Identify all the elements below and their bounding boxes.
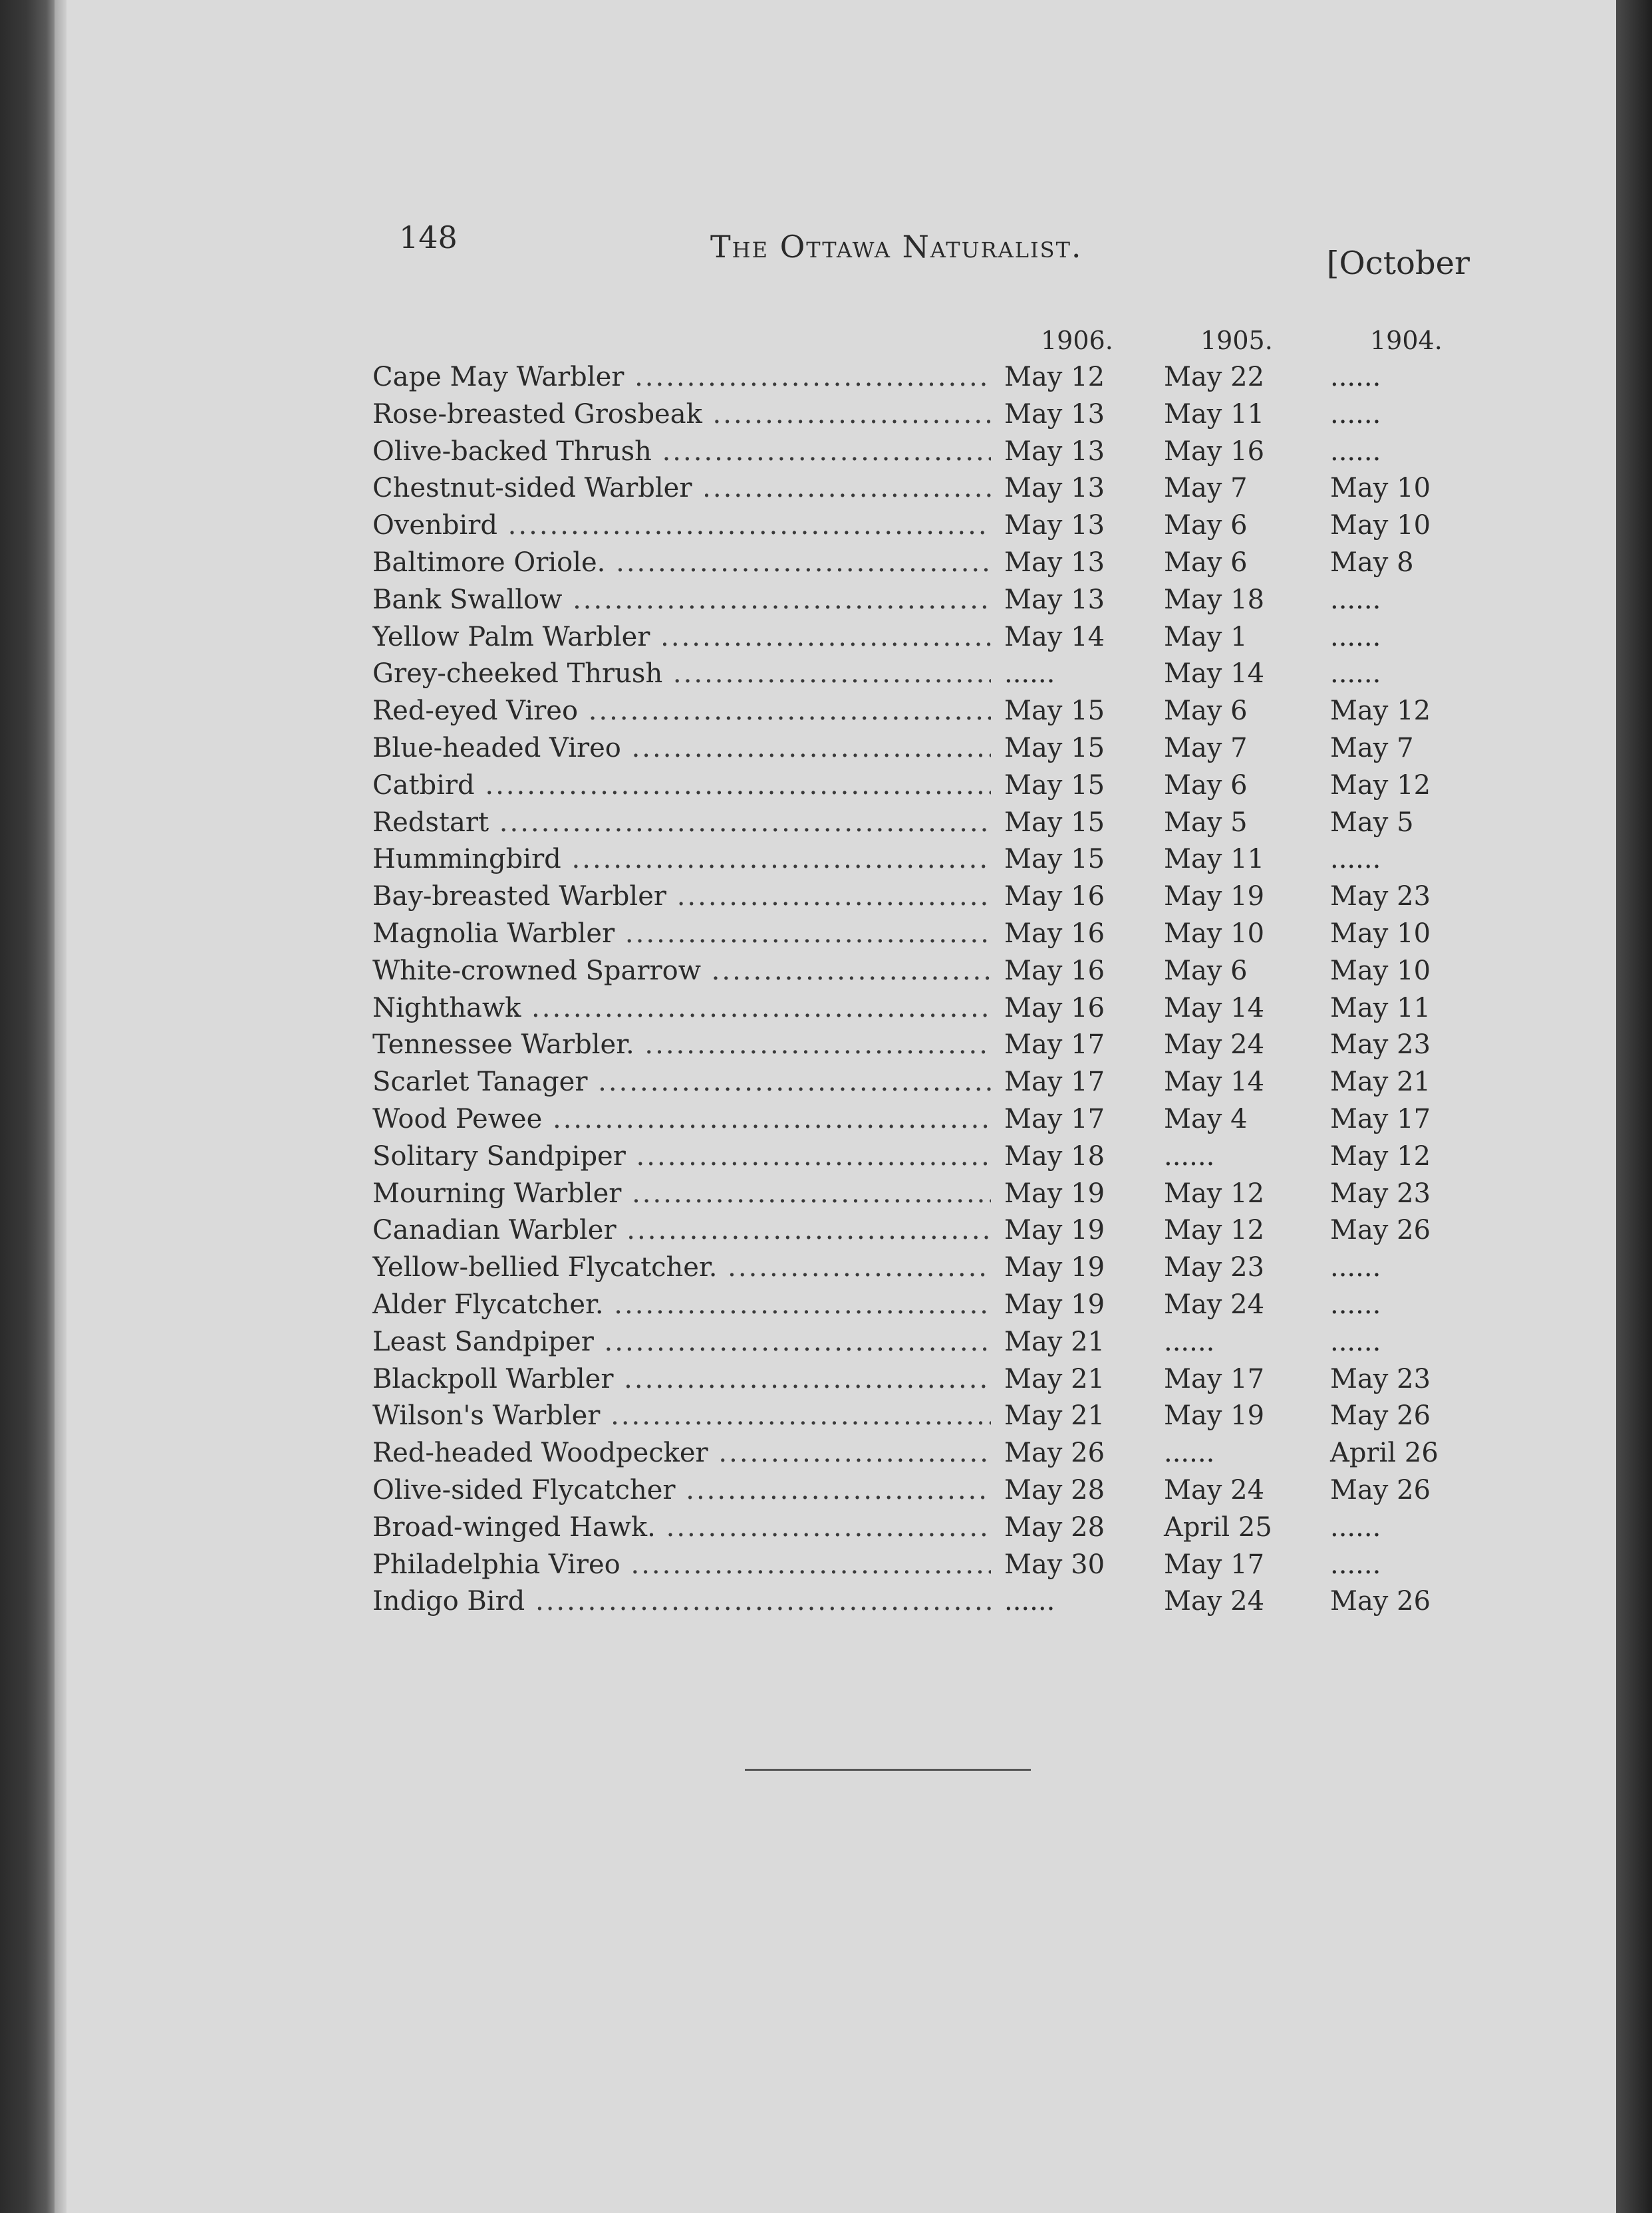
- date-1906: May 13: [1004, 436, 1105, 467]
- year-header-1904: 1904.: [1370, 326, 1443, 355]
- table-row: [372, 1287, 1463, 1324]
- table-row: [372, 1101, 1463, 1138]
- date-1906: May 15: [1004, 807, 1105, 838]
- arrival-dates-table: [372, 326, 1463, 1621]
- date-1904: ......: [1330, 398, 1381, 430]
- species-name: Hummingbird .....: [372, 841, 991, 878]
- date-1906: May 19: [1004, 1178, 1105, 1209]
- table-row: [372, 396, 1463, 434]
- species-name: Grey-cheeked Thrush .....: [372, 656, 991, 693]
- species-name: Yellow Palm Warbler .....: [372, 619, 991, 656]
- date-1904: May 17: [1330, 1103, 1431, 1134]
- date-1905: May 23: [1164, 1252, 1265, 1283]
- date-1904: ......: [1330, 1252, 1381, 1283]
- date-1904: May 5: [1330, 807, 1414, 838]
- date-1904: May 26: [1330, 1215, 1431, 1246]
- table-row: [372, 434, 1463, 471]
- species-name: Wood Pewee .....: [372, 1101, 991, 1138]
- date-1906: May 17: [1004, 1103, 1105, 1134]
- date-1906: May 13: [1004, 547, 1105, 578]
- running-header: [399, 219, 1470, 286]
- species-name: Blackpoll Warbler .....: [372, 1361, 991, 1398]
- table-row: [372, 1435, 1463, 1472]
- date-1904: April 26: [1330, 1438, 1439, 1469]
- date-1905: May 11: [1164, 844, 1265, 875]
- date-1906: May 13: [1004, 584, 1105, 615]
- table-row: [372, 805, 1463, 842]
- date-1906: May 16: [1004, 992, 1105, 1023]
- date-1904: ......: [1330, 436, 1381, 467]
- date-1906: May 15: [1004, 696, 1105, 727]
- date-1905: May 14: [1164, 658, 1265, 690]
- table-row: [372, 1027, 1463, 1064]
- table-row: [372, 693, 1463, 730]
- date-1905: May 7: [1164, 732, 1248, 763]
- date-1905: May 17: [1164, 1549, 1265, 1580]
- date-1906: May 12: [1004, 362, 1105, 392]
- species-name: Solitary Sandpiper .....: [372, 1138, 991, 1176]
- table-row: [372, 1361, 1463, 1398]
- species-name: Least Sandpiper .....: [372, 1324, 991, 1361]
- date-1905: May 6: [1164, 955, 1248, 986]
- date-1906: May 14: [1004, 621, 1105, 652]
- date-1905: May 17: [1164, 1363, 1265, 1394]
- date-1906: May 21: [1004, 1363, 1105, 1394]
- table-row: [372, 767, 1463, 805]
- table-row: [372, 1064, 1463, 1101]
- date-1906: May 13: [1004, 398, 1105, 430]
- date-1905: April 25: [1164, 1511, 1272, 1543]
- date-1904: May 7: [1330, 732, 1414, 763]
- date-1906: May 30: [1004, 1549, 1105, 1580]
- date-1906: ......: [1004, 1586, 1055, 1617]
- date-1905: May 16: [1164, 436, 1265, 467]
- date-1906: May 15: [1004, 769, 1105, 801]
- date-1904: ......: [1330, 362, 1381, 392]
- table-row: [372, 619, 1463, 656]
- page-number: 148: [399, 219, 458, 255]
- date-1906: May 15: [1004, 844, 1105, 875]
- closing-rule: [745, 1769, 1031, 1771]
- table-row: [372, 1324, 1463, 1361]
- date-1906: May 16: [1004, 881, 1105, 912]
- date-1906: May 16: [1004, 918, 1105, 949]
- date-1906: May 17: [1004, 1029, 1105, 1061]
- date-1904: May 26: [1330, 1474, 1431, 1505]
- issue-month: [October: [1326, 245, 1470, 282]
- date-1905: May 24: [1164, 1474, 1265, 1505]
- date-1905: May 24: [1164, 1029, 1265, 1061]
- date-1906: May 13: [1004, 510, 1105, 541]
- table-row: [372, 656, 1463, 693]
- species-name: Ovenbird .....: [372, 507, 991, 545]
- date-1905: May 24: [1164, 1289, 1265, 1320]
- date-1904: May 8: [1330, 547, 1414, 578]
- table-row: [372, 1212, 1463, 1249]
- table-row: [372, 1547, 1463, 1584]
- date-1906: May 16: [1004, 955, 1105, 986]
- species-name: Philadelphia Vireo .....: [372, 1547, 991, 1584]
- table-row: [372, 730, 1463, 767]
- date-1904: May 23: [1330, 1178, 1431, 1209]
- date-1905: May 6: [1164, 510, 1248, 541]
- year-header-row: [372, 326, 1463, 359]
- table-row: [372, 1472, 1463, 1509]
- date-1905: May 19: [1164, 1400, 1265, 1432]
- date-1906: May 21: [1004, 1326, 1105, 1357]
- date-1904: ......: [1330, 584, 1381, 615]
- date-1904: May 10: [1330, 510, 1431, 541]
- date-1904: May 10: [1330, 473, 1431, 504]
- date-1904: ......: [1330, 1289, 1381, 1320]
- species-name: Alder Flycatcher. .....: [372, 1287, 991, 1324]
- species-name: Chestnut-sided Warbler .....: [372, 470, 991, 507]
- species-name: Red-eyed Vireo .....: [372, 693, 991, 730]
- date-1904: May 10: [1330, 955, 1431, 986]
- table-row: [372, 1398, 1463, 1435]
- table-row: [372, 359, 1463, 396]
- table-row: [372, 1509, 1463, 1547]
- date-1904: ......: [1330, 1511, 1381, 1543]
- table-row: [372, 990, 1463, 1027]
- date-1906: May 19: [1004, 1252, 1105, 1283]
- date-1905: May 12: [1164, 1178, 1265, 1209]
- date-1906: May 15: [1004, 732, 1105, 763]
- date-1906: May 17: [1004, 1067, 1105, 1098]
- date-1905: May 14: [1164, 1067, 1265, 1098]
- species-name: Bank Swallow .....: [372, 582, 991, 619]
- date-1906: May 13: [1004, 473, 1105, 504]
- table-row: [372, 582, 1463, 619]
- date-1904: ......: [1330, 621, 1381, 652]
- species-name: Blue-headed Vireo .....: [372, 730, 991, 767]
- table-body: [372, 359, 1463, 1621]
- date-1905: May 18: [1164, 584, 1265, 615]
- date-1904: May 23: [1330, 1029, 1431, 1061]
- date-1904: May 11: [1330, 992, 1431, 1023]
- species-name: Rose-breasted Grosbeak .....: [372, 396, 991, 434]
- species-name: Canadian Warbler .....: [372, 1212, 991, 1249]
- table-row: [372, 507, 1463, 545]
- species-name: Scarlet Tanager .....: [372, 1064, 991, 1101]
- date-1904: May 12: [1330, 696, 1431, 727]
- date-1906: May 21: [1004, 1400, 1105, 1432]
- date-1904: May 26: [1330, 1586, 1431, 1617]
- species-name: White-crowned Sparrow .....: [372, 953, 991, 990]
- table-row: [372, 545, 1463, 582]
- date-1905: May 10: [1164, 918, 1265, 949]
- date-1905: May 6: [1164, 769, 1248, 801]
- species-name: Olive-sided Flycatcher .....: [372, 1472, 991, 1509]
- species-name: Catbird .....: [372, 767, 991, 805]
- page-gutter: [55, 0, 67, 2213]
- date-1906: May 19: [1004, 1289, 1105, 1320]
- species-name: Redstart .....: [372, 805, 991, 842]
- date-1905: ......: [1164, 1326, 1215, 1357]
- table-row: [372, 470, 1463, 507]
- date-1905: May 5: [1164, 807, 1248, 838]
- species-name: Baltimore Oriole. .....: [372, 545, 991, 582]
- date-1904: May 26: [1330, 1400, 1431, 1432]
- species-name: Wilson's Warbler .....: [372, 1398, 991, 1435]
- species-name: Magnolia Warbler .....: [372, 916, 991, 953]
- date-1906: May 19: [1004, 1215, 1105, 1246]
- species-name: Mourning Warbler .....: [372, 1176, 991, 1213]
- date-1905: May 24: [1164, 1586, 1265, 1617]
- date-1904: May 12: [1330, 1140, 1431, 1172]
- date-1904: ......: [1330, 658, 1381, 690]
- table-row: [372, 878, 1463, 916]
- species-name: Red-headed Woodpecker .....: [372, 1435, 991, 1472]
- species-name: Broad-winged Hawk. .....: [372, 1509, 991, 1547]
- date-1904: May 12: [1330, 769, 1431, 801]
- date-1905: May 11: [1164, 398, 1265, 430]
- date-1905: May 6: [1164, 696, 1248, 727]
- date-1905: May 6: [1164, 547, 1248, 578]
- date-1905: May 12: [1164, 1215, 1265, 1246]
- date-1905: May 14: [1164, 992, 1265, 1023]
- date-1904: ......: [1330, 1326, 1381, 1357]
- species-name: Bay-breasted Warbler .....: [372, 878, 991, 916]
- table-row: [372, 953, 1463, 990]
- date-1905: May 19: [1164, 881, 1265, 912]
- date-1905: May 4: [1164, 1103, 1248, 1134]
- date-1904: ......: [1330, 1549, 1381, 1580]
- date-1905: May 7: [1164, 473, 1248, 504]
- table-row: [372, 1138, 1463, 1176]
- table-row: [372, 1583, 1463, 1621]
- date-1906: May 26: [1004, 1438, 1105, 1469]
- journal-title: The Ottawa Naturalist.: [710, 229, 1083, 265]
- date-1904: May 23: [1330, 1363, 1431, 1394]
- date-1905: May 22: [1164, 362, 1265, 392]
- table-row: [372, 1249, 1463, 1287]
- species-name: Olive-backed Thrush .....: [372, 434, 991, 471]
- date-1905: ......: [1164, 1438, 1215, 1469]
- year-header-1905: 1905.: [1200, 326, 1273, 355]
- date-1905: May 1: [1164, 621, 1248, 652]
- book-binding-left: [0, 0, 55, 2213]
- date-1904: ......: [1330, 844, 1381, 875]
- year-header-1906: 1906.: [1041, 326, 1113, 355]
- species-name: Indigo Bird .....: [372, 1583, 991, 1621]
- book-binding-right: [1616, 0, 1652, 2213]
- table-row: [372, 916, 1463, 953]
- date-1904: May 21: [1330, 1067, 1431, 1098]
- table-row: [372, 841, 1463, 878]
- date-1906: May 28: [1004, 1511, 1105, 1543]
- species-name: Yellow-bellied Flycatcher. .....: [372, 1249, 991, 1287]
- species-name: Tennessee Warbler. .....: [372, 1027, 991, 1064]
- date-1904: May 23: [1330, 881, 1431, 912]
- date-1905: ......: [1164, 1140, 1215, 1172]
- table-row: [372, 1176, 1463, 1213]
- species-name: Cape May Warbler .....: [372, 359, 991, 396]
- species-name: Nighthawk .....: [372, 990, 991, 1027]
- date-1906: May 28: [1004, 1474, 1105, 1505]
- date-1906: ......: [1004, 658, 1055, 690]
- date-1904: May 10: [1330, 918, 1431, 949]
- date-1906: May 18: [1004, 1140, 1105, 1172]
